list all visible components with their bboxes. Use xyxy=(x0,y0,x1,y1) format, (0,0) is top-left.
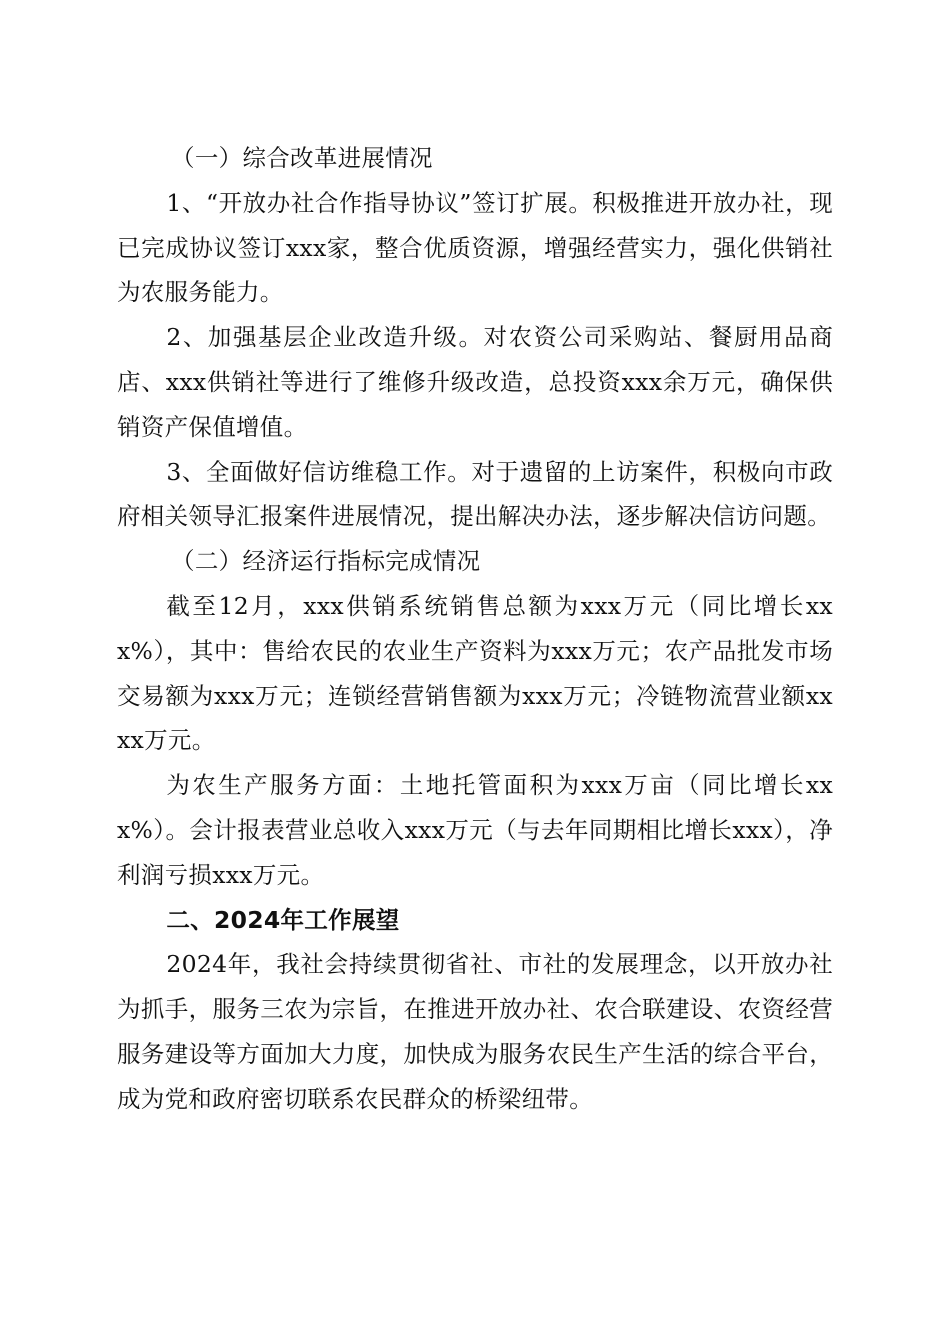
paragraph-2024-outlook: 2024年，我社会持续贯彻省社、市社的发展理念，以开放办社为抓手，服务三农为宗旨，在推进开放办社、农合联建设、农资经营服务建设等方面加大力度，加快成为服务农民生产生活的综合平台，成为党和政府密切联系农民群众的桥梁纽带。 xyxy=(117,950,833,1113)
paragraph-sales-totals: 截至12月，xxx供销系统销售总额为xxx万元（同比增长xxx%），其中：售给农民的农业生产资料为xxx万元；农产品批发市场交易额为xxx万元；连锁经营销售额为xxx万元；冷链物流营业额xxxx万元。 xyxy=(117,591,833,755)
section-heading-comprehensive-reform: （一）综合改革进展情况 xyxy=(171,144,433,172)
part-heading-2024-outlook: 二、2024年工作展望 xyxy=(166,905,400,934)
paragraph-item-1: 1、“开放办社合作指导协议”签订扩展。积极推进开放办社，现已完成协议签订xxx家，整合优质资源，增强经营实力，强化供销社为农服务能力。 xyxy=(117,188,833,307)
paragraph-production-services: 为农生产服务方面：土地托管面积为xxx万亩（同比增长xxx%）。会计报表营业总收入xxx万元（与去年同期相比增长xxx），净利润亏损xxx万元。 xyxy=(117,771,833,889)
paragraph-item-2: 2、加强基层企业改造升级。对农资公司采购站、餐厨用品商店、xxx供销社等进行了维修升级改造，总投资xxx余万元，确保供销资产保值增值。 xyxy=(117,323,833,441)
paragraph-item-3: 3、全面做好信访维稳工作。对于遗留的上访案件，积极向市政府相关领导汇报案件进展情况，提出解决办法，逐步解决信访问题。 xyxy=(117,457,833,531)
document-body xyxy=(117,136,833,1122)
section-heading-economic-indicators: （二）经济运行指标完成情况 xyxy=(171,547,481,576)
